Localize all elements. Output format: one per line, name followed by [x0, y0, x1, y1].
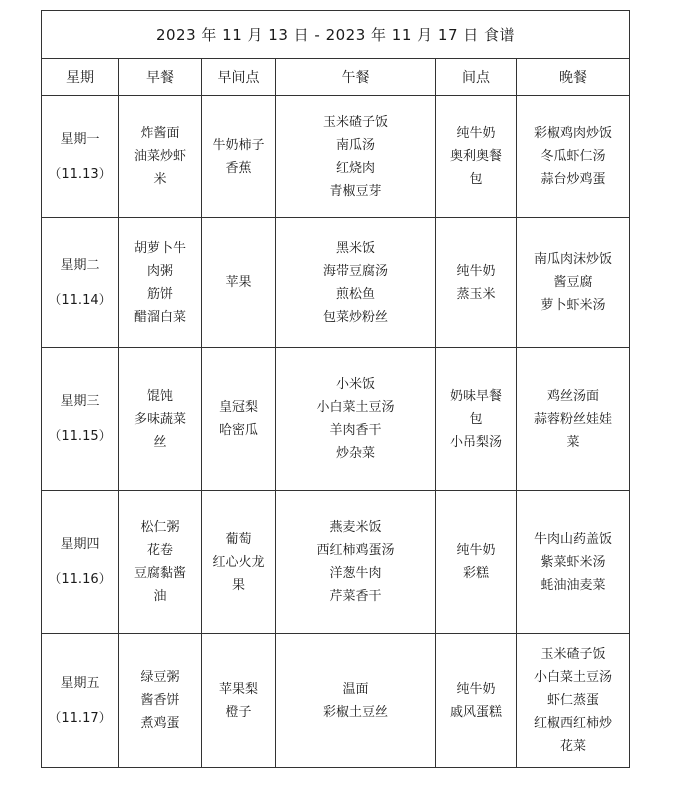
dish-line: 蒸玉米 [456, 286, 496, 302]
dish-line: 豆腐黏酱 [133, 566, 186, 581]
dish-line: 青椒豆芽 [329, 183, 382, 199]
menu-row [42, 348, 630, 491]
dish-line: 绿豆粥 [140, 670, 180, 685]
menu-title: 2023 年 11 月 13 日 - 2023 年 11 月 17 日 食谱 [42, 11, 630, 59]
snack-cell [436, 218, 517, 348]
dish-line: 馄饨 [146, 388, 173, 404]
menu-body [42, 96, 630, 768]
menu-row [42, 218, 630, 348]
dish-line: 海带豆腐汤 [322, 263, 388, 279]
day-date: （11.13） [48, 166, 112, 182]
lunch-cell [276, 218, 436, 348]
dish-line: 洋葱牛肉 [329, 566, 382, 581]
dish-line: 橙子 [225, 704, 252, 720]
dish-line: 彩椒土豆丝 [322, 704, 388, 720]
dish-line: 肉粥 [146, 263, 173, 279]
dish-line: 炒杂菜 [335, 446, 375, 461]
day-name: 星期三 [60, 394, 100, 409]
dish-line: 小白菜土豆汤 [533, 670, 612, 685]
dish-line: 蚝油油麦菜 [540, 577, 606, 593]
dish-line: 奥利奥餐 [449, 149, 502, 164]
breakfast-cell [119, 218, 202, 348]
dish-line: 羊肉香干 [329, 423, 382, 438]
day-cell [42, 634, 119, 768]
dish-line: 苹果梨 [218, 681, 258, 697]
snack-cell [436, 634, 517, 768]
morning-snack-cell [202, 348, 276, 491]
lunch-cell [276, 491, 436, 634]
day-cell [42, 96, 119, 218]
day-name: 星期二 [60, 257, 100, 273]
menu-row [42, 491, 630, 634]
dish-line: 冬瓜虾仁汤 [540, 149, 606, 164]
dish-line: 小白菜土豆汤 [316, 400, 395, 415]
dish-line: 菜 [566, 434, 580, 450]
dish-line: 鸡丝汤面 [546, 388, 599, 404]
dish-line: 哈密瓜 [218, 423, 258, 438]
dish-line: 红烧肉 [335, 160, 375, 176]
header-morning-snack: 早间点 [202, 59, 276, 96]
breakfast-cell [119, 348, 202, 491]
day-cell [42, 491, 119, 634]
dish-line: 丝 [153, 434, 167, 450]
dish-line: 纯牛奶 [456, 126, 496, 141]
morning-snack-cell [202, 634, 276, 768]
title-row [42, 11, 630, 59]
dish-line: 南瓜汤 [335, 137, 375, 153]
dinner-cell [517, 348, 630, 491]
snack-cell [436, 348, 517, 491]
dish-line: 黑米饭 [335, 240, 375, 256]
morning-snack-cell [202, 218, 276, 348]
breakfast-cell [119, 634, 202, 768]
lunch-cell [276, 634, 436, 768]
dish-line: 苹果 [225, 275, 252, 290]
weekly-menu-table [41, 10, 630, 768]
dish-line: 奶味早餐 [449, 388, 502, 404]
dish-line: 煎松鱼 [335, 286, 375, 302]
dish-line: 西红柿鸡蛋汤 [316, 543, 395, 558]
morning-snack-cell [202, 96, 276, 218]
dish-line: 包菜炒粉丝 [322, 309, 388, 325]
dish-line: 胡萝卜牛 [133, 240, 186, 256]
dish-line: 玉米碴子饭 [322, 114, 388, 130]
dish-line: 油菜炒虾 [133, 149, 186, 164]
dinner-cell [517, 218, 630, 348]
day-name: 星期四 [60, 537, 100, 552]
dish-line: 米 [153, 172, 167, 187]
dish-line: 松仁粥 [140, 520, 180, 535]
dish-line: 包 [469, 411, 483, 427]
lunch-cell [276, 96, 436, 218]
dish-line: 炸酱面 [140, 126, 180, 141]
header-row [42, 59, 630, 96]
day-date: （11.15） [48, 429, 112, 444]
dish-line: 蒜蓉粉丝娃娃 [533, 411, 612, 427]
dish-line: 纯牛奶 [456, 543, 496, 558]
header-lunch: 午餐 [276, 59, 436, 96]
dish-line: 芹菜香干 [329, 589, 382, 604]
dish-line: 花卷 [146, 543, 173, 558]
day-name: 星期一 [60, 131, 100, 147]
day-cell [42, 348, 119, 491]
dish-line: 燕麦米饭 [329, 520, 382, 535]
day-date: （11.14） [48, 292, 112, 308]
dish-line: 小吊梨汤 [449, 434, 502, 450]
dish-line: 香蕉 [225, 160, 252, 176]
dish-line: 油 [153, 589, 167, 604]
dish-line: 戚风蛋糕 [449, 704, 502, 720]
dish-line: 牛肉山药盖饭 [533, 531, 612, 547]
dish-line: 紫菜虾米汤 [540, 554, 606, 570]
dish-line: 纯牛奶 [456, 681, 496, 697]
dish-line: 南瓜肉沫炒饭 [533, 252, 612, 267]
header-dinner: 晚餐 [517, 59, 630, 96]
day-date: （11.17） [48, 710, 112, 726]
dish-line: 酱豆腐 [553, 275, 593, 290]
dinner-cell [517, 491, 630, 634]
dish-line: 多味蔬菜 [133, 411, 186, 427]
lunch-cell [276, 348, 436, 491]
breakfast-cell [119, 96, 202, 218]
dish-line: 温面 [342, 681, 369, 697]
snack-cell [436, 491, 517, 634]
snack-cell [436, 96, 517, 218]
dish-line: 彩椒鸡肉炒饭 [533, 126, 612, 141]
dish-line: 彩糕 [462, 566, 489, 581]
dish-line: 纯牛奶 [456, 263, 496, 279]
dish-line: 虾仁蒸蛋 [546, 693, 599, 708]
day-name: 星期五 [60, 675, 100, 691]
dish-line: 玉米碴子饭 [540, 647, 606, 662]
day-cell [42, 218, 119, 348]
day-date: （11.16） [48, 572, 112, 587]
dish-line: 煮鸡蛋 [140, 716, 180, 731]
header-breakfast: 早餐 [119, 59, 202, 96]
dish-line: 酱香饼 [140, 693, 180, 708]
menu-row [42, 634, 630, 768]
breakfast-cell [119, 491, 202, 634]
dish-line: 小米饭 [335, 377, 375, 392]
dish-line: 红心火龙 [212, 554, 265, 570]
menu-row [42, 96, 630, 218]
header-weekday: 星期 [42, 59, 119, 96]
dish-line: 蒜台炒鸡蛋 [540, 172, 606, 187]
dish-line: 葡萄 [225, 531, 252, 547]
dish-line: 筋饼 [146, 286, 173, 302]
dish-line: 萝卜虾米汤 [540, 298, 606, 313]
dish-line: 皇冠梨 [218, 400, 258, 415]
dinner-cell [517, 634, 630, 768]
dish-line: 醋溜白菜 [133, 309, 186, 325]
dish-line: 包 [469, 172, 483, 187]
dinner-cell [517, 96, 630, 218]
dish-line: 红椒西红柿炒 [533, 716, 612, 731]
dish-line: 果 [231, 577, 245, 593]
morning-snack-cell [202, 491, 276, 634]
dish-line: 花菜 [559, 739, 586, 754]
dish-line: 牛奶柿子 [212, 137, 265, 153]
header-snack: 间点 [436, 59, 517, 96]
